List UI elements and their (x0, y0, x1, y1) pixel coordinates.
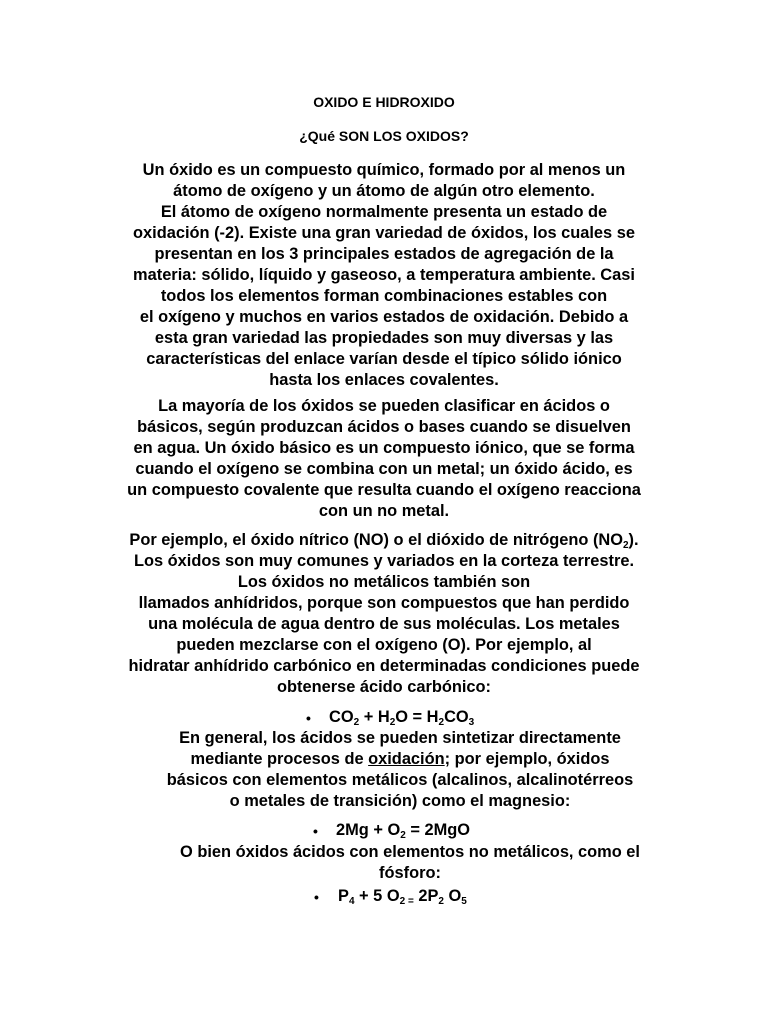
text-line: esta gran variedad las propiedades son muy diversas y las (154, 329, 614, 347)
eq-part: O = H (395, 708, 439, 726)
eq-part: P (338, 887, 349, 905)
text-line: todos los elementos forman combinaciones estables con (160, 287, 608, 305)
text-line (140, 749, 660, 770)
subscript: 2 = (399, 896, 414, 907)
bullet-icon: • (306, 710, 311, 726)
paragraph-nonmetal-oxides (150, 842, 670, 884)
subscript: 2 (438, 896, 444, 907)
text-fragment: ; por ejemplo, óxidos (444, 750, 610, 768)
text-line: obtenerse ácido carbónico: (276, 678, 492, 696)
text-line: El átomo de oxígeno normalmente presenta un estado de (160, 203, 608, 221)
text-line: hidratar anhídrido carbónico en determinadas condiciones puede (128, 657, 640, 675)
text-line (96, 530, 672, 551)
text-fragment: Por ejemplo, el óxido nítrico (NO) o el dióxido de nitrógeno (NO (129, 531, 623, 549)
eq-part: CO (444, 708, 469, 726)
paragraph-definition (96, 160, 672, 391)
text-line: presentan en los 3 principales estados de agregación de la (154, 245, 614, 263)
oxidacion-link[interactable]: oxidación (368, 750, 445, 768)
eq-part: CO (329, 708, 354, 726)
text-line: átomo de oxígeno y un átomo de algún otro elemento. (173, 182, 595, 200)
text-line: Los óxidos no metálicos también son (237, 573, 531, 591)
text-line: un compuesto covalente que resulta cuando el oxígeno reacciona (127, 481, 641, 499)
text-line: fósforo: (379, 864, 441, 882)
text-line: hasta los enlaces covalentes. (269, 371, 499, 389)
eq-part: 2P (413, 887, 439, 905)
subscript: 2 (438, 717, 445, 728)
subscript: 2 (353, 717, 360, 728)
text-line: características del enlace varían desde el típico sólido iónico (146, 350, 622, 368)
subscript: 5 (461, 896, 467, 907)
eq-part: + 5 O (354, 887, 400, 905)
subscript: 2 (389, 717, 396, 728)
equation-carbonic-acid (329, 707, 474, 728)
eq-part: + H (359, 708, 390, 726)
text-line: el oxígeno y muchos en varios estados de oxidación. Debido a (139, 308, 629, 326)
text-line: básicos, según produzcan ácidos o bases cuando se disuelven (137, 418, 631, 436)
document-title: OXIDO E HIDROXIDO (313, 94, 455, 110)
eq-part: 2Mg + O (336, 821, 401, 839)
text-line: Los óxidos son muy comunes y variados en la corteza terrestre. (133, 552, 635, 570)
equation-phosphorus-oxide (338, 886, 467, 907)
text-line: Un óxido es un compuesto químico, formado por al menos un (142, 161, 626, 179)
subscript: 2 (622, 540, 629, 551)
text-line: En general, los ácidos se pueden sintetizar directamente (179, 729, 621, 747)
eq-part: = 2MgO (405, 821, 470, 839)
paragraph-classification (96, 396, 672, 522)
eq-part: O (443, 887, 462, 905)
text-fragment: mediante procesos de (190, 750, 369, 768)
text-line: cuando el oxígeno se combina con un metal; un óxido ácido, es (135, 460, 633, 478)
subscript: 3 (468, 717, 475, 728)
document-subtitle: ¿Qué SON LOS OXIDOS? (299, 128, 469, 144)
text-line: materia: sólido, líquido y gaseoso, a temperatura ambiente. Casi (133, 266, 635, 284)
paragraph-examples (96, 530, 672, 698)
equation-magnesium-oxide (336, 820, 470, 841)
bullet-icon: • (313, 823, 318, 839)
text-line: una molécula de agua dentro de sus moléculas. Los metales (148, 615, 620, 633)
text-line: en agua. Un óxido básico es un compuesto iónico, que se forma (133, 439, 635, 457)
text-line: básicos con elementos metálicos (alcalinos, alcalinotérreos (166, 771, 634, 789)
text-line: con un no metal. (318, 502, 450, 520)
text-line: O bien óxidos ácidos con elementos no metálicos, como el (180, 843, 640, 861)
text-line: llamados anhídridos, porque son compuestos que han perdido (138, 594, 630, 612)
text-fragment: ). (628, 531, 639, 549)
text-line: La mayoría de los óxidos se pueden clasificar en ácidos o (158, 397, 610, 415)
text-line: oxidación (-2). Existe una gran variedad de óxidos, los cuales se (133, 224, 635, 242)
text-line: pueden mezclarse con el oxígeno (O). Por ejemplo, al (176, 636, 592, 654)
subscript: 4 (348, 896, 355, 907)
bullet-icon: • (314, 889, 319, 905)
paragraph-oxidation (140, 728, 660, 812)
subscript: 2 (400, 830, 406, 841)
text-line: o metales de transición) como el magnesio: (229, 792, 571, 810)
